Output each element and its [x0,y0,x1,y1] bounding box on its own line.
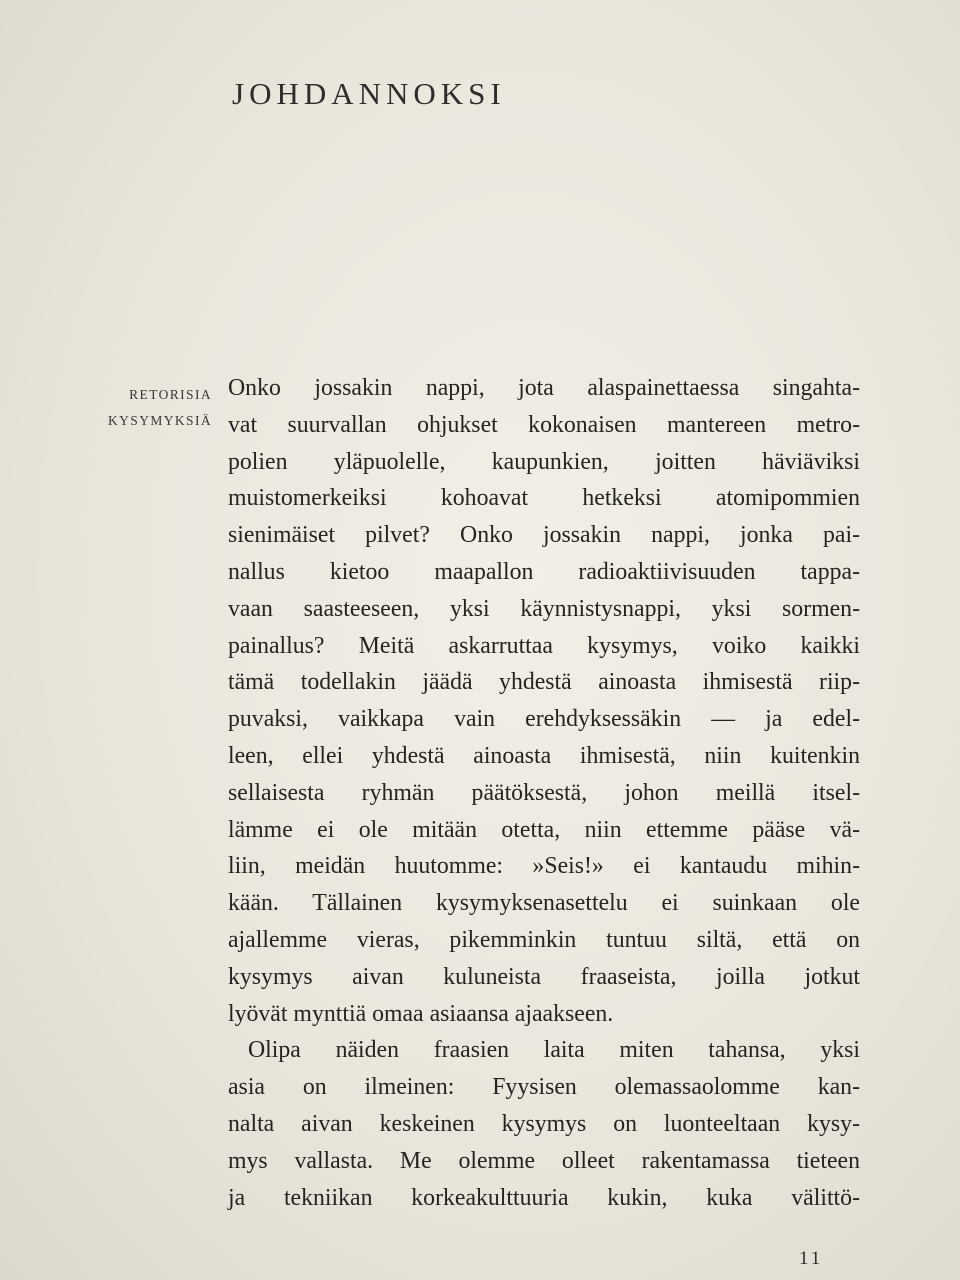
margin-note [72,382,212,434]
text-line: vat suurvallan ohjukset kokonaisen mantereen metro- [228,411,860,438]
text-line: painallus? Meitä askarruttaa kysymys, voiko kaikki [228,632,860,659]
text-line: liin, meidän huutomme: »Seis!» ei kantaudu mihin- [228,853,860,880]
text-line: Olipa näiden fraasien laita miten tahansa, yksi [248,1037,860,1064]
margin-note-line: RETORISIA [129,387,212,402]
text-line: ja tekniikan korkeakulttuuria kukin, kuka välittö- [228,1184,860,1211]
text-line: tämä todellakin jäädä yhdestä ainoasta ihmisestä riip- [228,669,860,696]
paragraph-1 [228,370,860,1032]
text-line: lämme ei ole mitään otetta, niin ettemme pääse vä- [228,816,860,843]
page-number: 11 [799,1248,824,1269]
text-line: muistomerkeiksi kohoavat hetkeksi atomipommien [228,485,860,512]
text-line: lyövät mynttiä omaa asiaansa ajaakseen. [228,1000,614,1027]
text-line: mys vallasta. Me olemme olleet rakentamassa tieteen [228,1147,860,1174]
text-line: nalta aivan keskeinen kysymys on luonteeltaan kysy- [228,1110,860,1137]
margin-note-line: KYSYMYKSIÄ [107,413,212,428]
text-line: kysymys aivan kuluneista fraaseista, joilla jotkut [228,963,860,990]
text-line: Onko jossakin nappi, jota alaspainettaessa singahta- [228,375,860,401]
text-line: ajallemme vieras, pikemminkin tuntuu siltä, että on [228,926,860,953]
paragraph-2 [228,1032,860,1216]
text-line: puvaksi, vaikkapa vain erehdyksessäkin — ja edel- [228,706,860,733]
text-line: asia on ilmeinen: Fyysisen olemassaolomme kan- [228,1074,860,1101]
text-line: sienimäiset pilvet? Onko jossakin nappi, jonka pai- [228,522,860,549]
text-line: vaan saasteeseen, yksi käynnistysnappi, yksi sormen- [228,595,860,622]
text-line: kään. Tällainen kysymyksenasettelu ei suinkaan ole [228,890,860,917]
text-line: polien yläpuolelle, kaupunkien, joitten häviäviksi [228,448,860,475]
text-line: sellaisesta ryhmän päätöksestä, johon meillä itsel- [228,779,860,806]
body-text [228,370,860,1216]
text-line: leen, ellei yhdestä ainoasta ihmisestä, niin kuitenkin [228,742,860,769]
text-line: nallus kietoo maapallon radioaktiivisuuden tappa- [228,558,860,585]
chapter-title: JOHDANNOKSI [232,76,506,111]
